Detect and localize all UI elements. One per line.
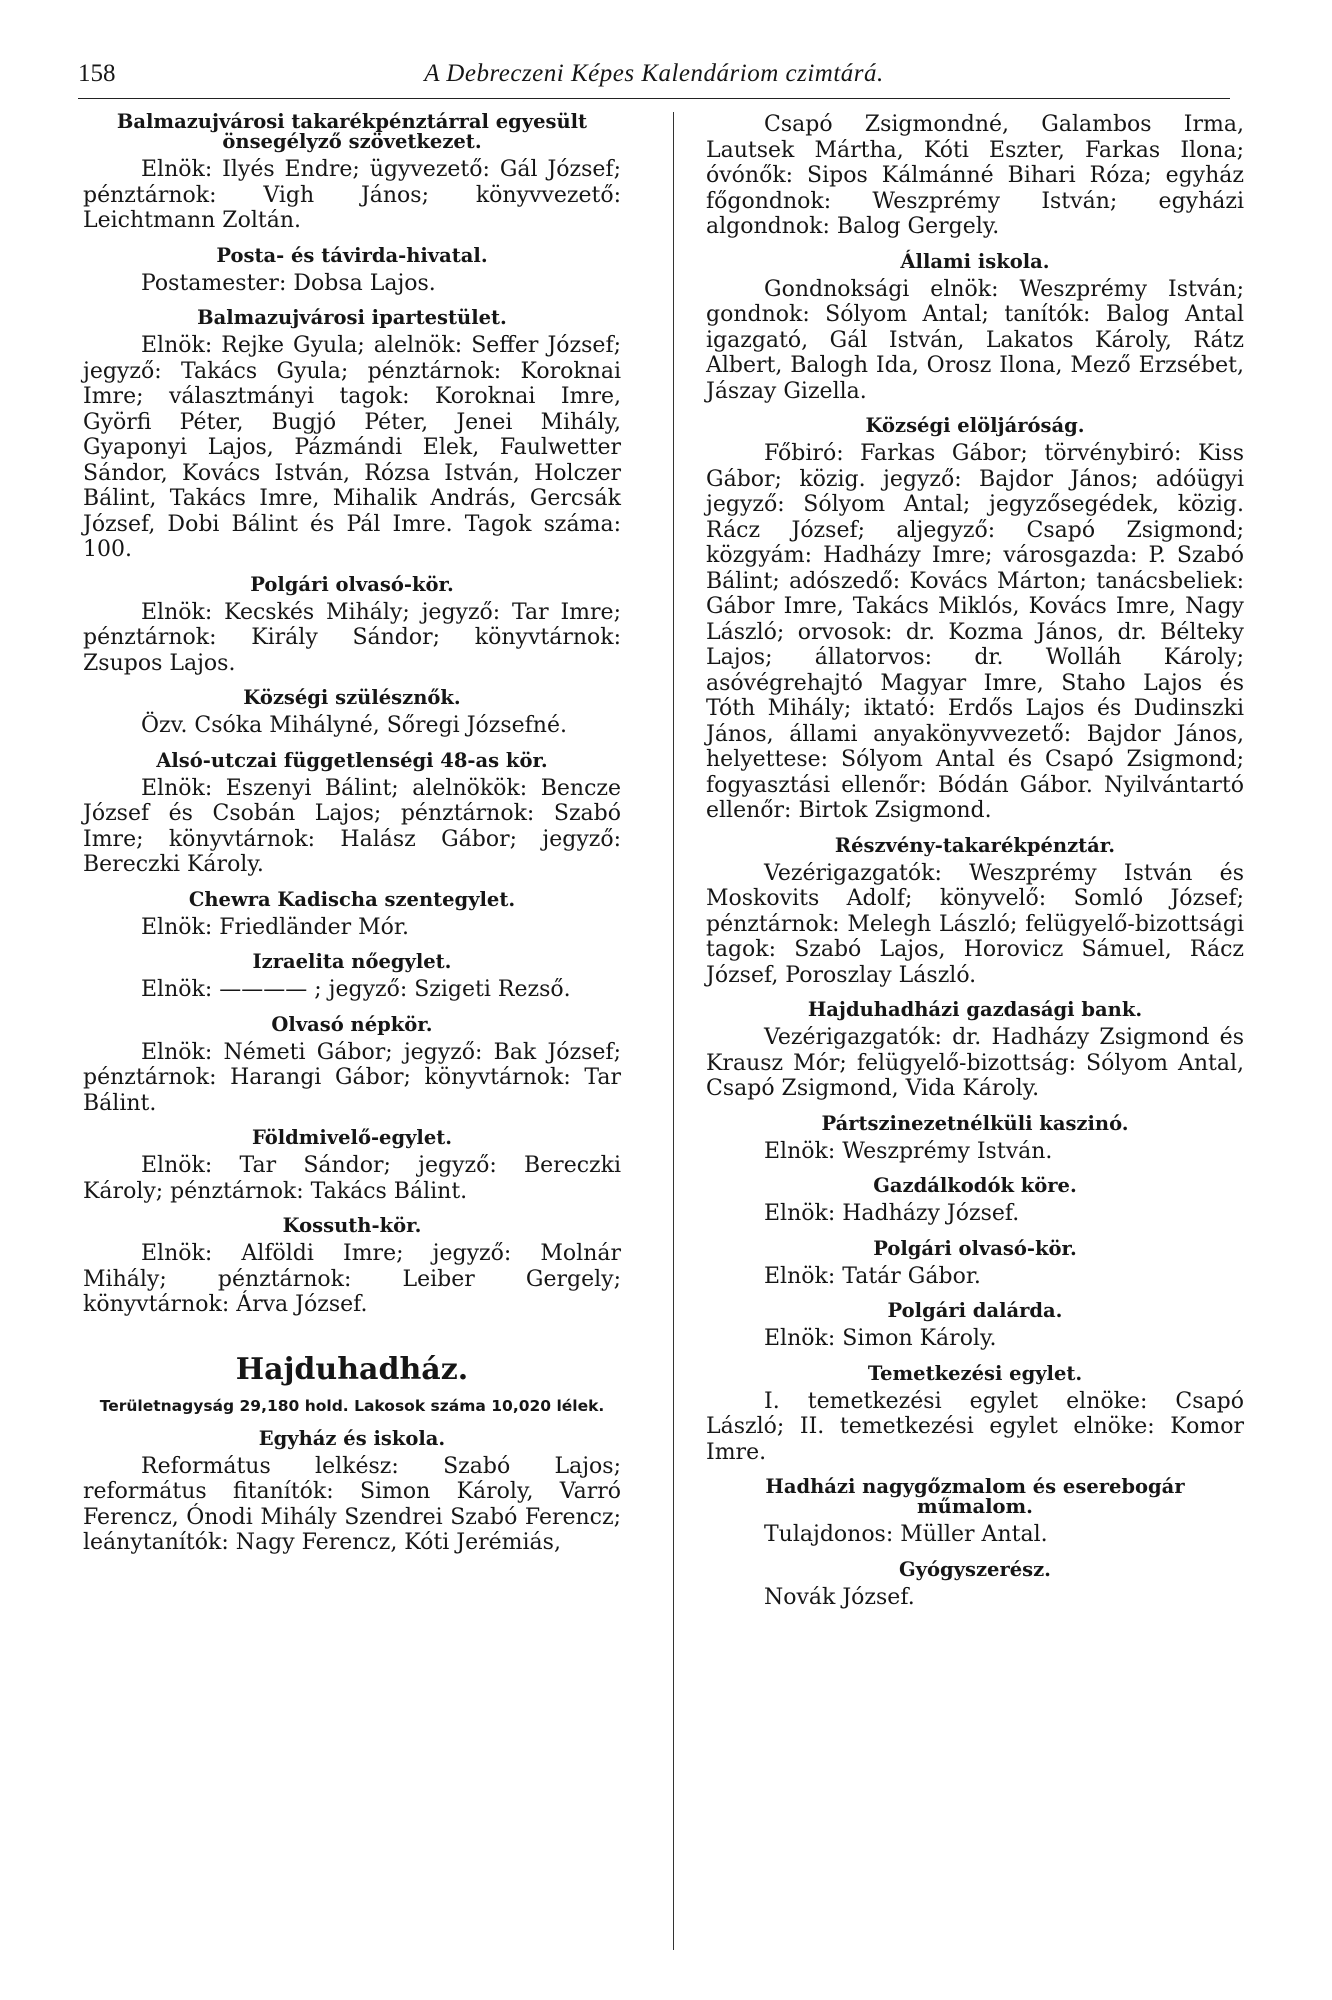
entry-heading: Földmivelő-egylet. (251, 1126, 453, 1149)
entry-text: Elnök: Friedländer Mór. (141, 914, 409, 940)
entry-text: Özv. Csóka Mihályné, Sőregi Józsefné. (141, 713, 567, 738)
directory-entry (706, 1477, 1244, 1548)
entry-heading: Polgári olvasó-kör. (250, 572, 454, 596)
entry-text: Elnök: Alföldi Imre; jegyző: Molnár Mihály; pénztárnok: Leiber Gergely; könyvtárnok: Árva József. (83, 1241, 621, 1317)
entry-heading: Gazdálkodók köre. (873, 1174, 1077, 1197)
directory-entry (706, 1236, 1244, 1290)
entry-heading: Izraelita nőegylet. (252, 950, 452, 973)
entry-heading: Polgári dalárda. (887, 1299, 1063, 1322)
directory-entry (83, 952, 621, 1003)
entry-heading: Temetkezési egylet. (867, 1361, 1083, 1385)
entry-text: Elnök: Tar Sándor; jegyző: Bereczki Károly; pénztárnok: Takács Bálint. (83, 1153, 621, 1204)
directory-entry (706, 416, 1244, 824)
entry-text: Novák József. (764, 1584, 915, 1610)
town-sections (83, 1426, 621, 1556)
entry-text: Elnök: Hadházy József. (764, 1201, 1020, 1226)
directory-entry (83, 748, 621, 878)
entry-heading: Kossuth-kör. (282, 1214, 422, 1237)
running-title: A Debreczeni Képes Kalendáriom czimtárá. (424, 60, 884, 87)
directory-entry (706, 1000, 1244, 1102)
entry-heading: Pártszinezetnélküli kaszinó. (821, 1111, 1129, 1135)
entry-heading: Chewra Kadischa szentegylet. (188, 887, 516, 911)
directory-entry (83, 887, 621, 941)
entry-text: Elnök: Simon Károly. (764, 1326, 997, 1351)
directory-entry (706, 1301, 1244, 1352)
entry-heading: Posta- és távirda-hivatal. (216, 243, 488, 267)
directory-entry (83, 1426, 621, 1556)
entry-heading: Hajduhadházi gazdasági bank. (807, 998, 1143, 1021)
entry-text: Főbiró: Farkas Gábor; törvénybiró: Kiss Gábor; közig. jegyző: Bajdor János; adóügyi jegyző: Sólyom Antal; jegyzősegédek, közig. Rácz József; aljegyző: Csapó Zsigmond; közgyám: Hadházy Imre; városgazda: P. Szabó Bálint; adószedő: Kovács Márton; tanácsbeliek: Gábor Imre, Takács Miklós, Kovács Imre, Nagy László; orvosok: dr. Kozma János, dr. Bélteky Lajos; állatorvos: dr. Wolláh Károly; asóvégrehajtó Magyar Imre, Staho Lajos és Tóth Mihály; iktató: Erdős Lajos és Dudinszki János, állami anyakönyvvezető: Bajdor János, helyettese: Sólyom Antal és Csapó Zsigmond; fogyasztási ellenőr: Bódán Gábor. Nyilvántartó ellenőr: Birtok Zsigmond. (706, 441, 1244, 823)
directory-entry (83, 1128, 621, 1204)
entry-heading: Polgári olvasó-kör. (873, 1236, 1077, 1260)
entry-heading: Hadházi nagygőzmalom és eserebogár műmalom. (765, 1475, 1185, 1518)
right-sections (706, 112, 1244, 1610)
directory-entry (83, 1012, 621, 1117)
entry-text: Vezérigazgatók: Weszprémy István és Moskovits Adolf; könyvelő: Somló József; pénztárnok: Melegh László; felügyelő-bizottsági tagok: Szabó Lajos, Horovicz Sámuel, Rácz József, Poroszlay László. (706, 860, 1244, 988)
directory-entry (83, 308, 621, 563)
entry-heading: Egyház és iskola. (258, 1426, 446, 1450)
entry-text: Elnök: Weszprémy István. (764, 1138, 1053, 1164)
column-divider (673, 112, 674, 1950)
entry-text: Református lelkész: Szabó Lajos; református fitanítók: Simon Károly, Varró Ferencz, Ónodi Mihály Szendrei Szabó Ferencz; leánytanítók: Nagy Ferencz, Kóti Jerémiás, (83, 1453, 621, 1555)
entry-text: Elnök: Kecskés Mihály; jegyző: Tar Imre; pénztárnok: Király Sándor; könyvtárnok: Zsupos Lajos. (83, 599, 621, 676)
directory-entry (83, 243, 621, 297)
entry-text: Elnök: ———— ; jegyző: Szigeti Rezső. (141, 977, 571, 1002)
entry-text: Elnök: Rejke Gyula; alelnök: Seffer József; jegyző: Takács Gyula; pénztárnok: Koroknai Imre; választmányi tagok: Koroknai Imre, Györfi Péter, Bugjó Péter, Jenei Mihály, Gyaponyi Lajos, Pázmándi Elek, Faulwetter Sándor, Kovács István, Rózsa István, Holczer Bálint, Takács Imre, Mihalik András, Gercsák József, Dobi Bálint és Pál Imre. Tagok száma: 100. (83, 333, 621, 562)
directory-entry (83, 572, 621, 677)
entry-text: Vezérigazgatók: dr. Hadházy Zsigmond és Krausz Mór; felügyelő-bizottság: Sólyom Antal, Csapó Zsigmond, Vida Károly. (706, 1025, 1244, 1101)
entry-heading: Állami iskola. (900, 249, 1050, 273)
left-sections (83, 112, 621, 1318)
directory-entry (706, 1361, 1244, 1466)
entry-text: Elnök: Ilyés Endre; ügyvezető: Gál József; pénztárnok: Vigh János; könyvvezető: Leichtmann Zoltán. (83, 157, 621, 233)
directory-entry (706, 1557, 1244, 1611)
left-column (83, 112, 621, 1568)
entry-text: Tulajdonos: Müller Antal. (764, 1522, 1048, 1547)
entry-text: Postamester: Dobsa Lajos. (141, 270, 436, 296)
entry-text: Elnök: Eszenyi Bálint; alelnökök: Bencze József és Csobán Lajos; pénztárnok: Szabó Imre; könyvtárnok: Halász Gábor; jegyző: Bereczki Károly. (83, 775, 621, 877)
town-title: Hajduhadház. (235, 1351, 469, 1387)
entry-text: Csapó Zsigmondné, Galambos Irma, Lautsek Mártha, Kóti Eszter, Farkas Ilona; óvónők: Sipos Kálmánné Bihari Róza; egyház főgondnok: Weszprémy István; egyházi algondnok: Balog Gergely. (706, 112, 1244, 239)
directory-entry (83, 1216, 621, 1318)
directory-entry (83, 688, 621, 739)
directory-entry (83, 112, 621, 234)
directory-entry (706, 1111, 1244, 1165)
directory-entry (706, 833, 1244, 989)
town-stats: Területnagyság 29,180 hold. Lakosok száma 10,020 lélek. (99, 1396, 605, 1415)
entry-text: Elnök: Németi Gábor; jegyző: Bak József; pénztárnok: Harangi Gábor; könyvtárnok: Tar Bálint. (83, 1039, 621, 1116)
directory-entry (706, 112, 1244, 240)
entry-heading: Olvasó népkör. (271, 1012, 433, 1036)
directory-entry (706, 1176, 1244, 1227)
entry-heading: Községi szülésznők. (243, 686, 461, 709)
entry-heading: Részvény-takarékpénztár. (834, 833, 1116, 857)
entry-text: Elnök: Tatár Gábor. (764, 1263, 981, 1289)
entry-heading: Gyógyszerész. (899, 1557, 1051, 1581)
entry-heading: Balmazujvárosi takarékpénztárral egyesült önsegélyző szövetkezet. (116, 110, 588, 153)
right-column (706, 112, 1244, 1622)
entry-text: I. temetkezési egylet elnöke: Csapó László; II. temetkezési egylet elnöke: Komor Imre. (706, 1388, 1244, 1465)
page-number: 158 (78, 60, 116, 87)
entry-text: Gondnoksági elnök: Weszprémy István; gondnok: Sólyom Antal; tanítók: Balog Antal igazgató, Gál István, Lakatos Károly, Rátz Albert, Balogh Ida, Orosz Ilona, Mező Erzsébet, Jászay Gizella. (706, 276, 1244, 404)
entry-heading: Alsó-utczai függetlenségi 48-as kör. (156, 748, 548, 772)
entry-heading: Balmazujvárosi ipartestület. (197, 306, 507, 329)
page-header (78, 58, 1230, 99)
entry-heading: Községi elöljáróság. (865, 414, 1085, 437)
directory-entry (706, 249, 1244, 405)
